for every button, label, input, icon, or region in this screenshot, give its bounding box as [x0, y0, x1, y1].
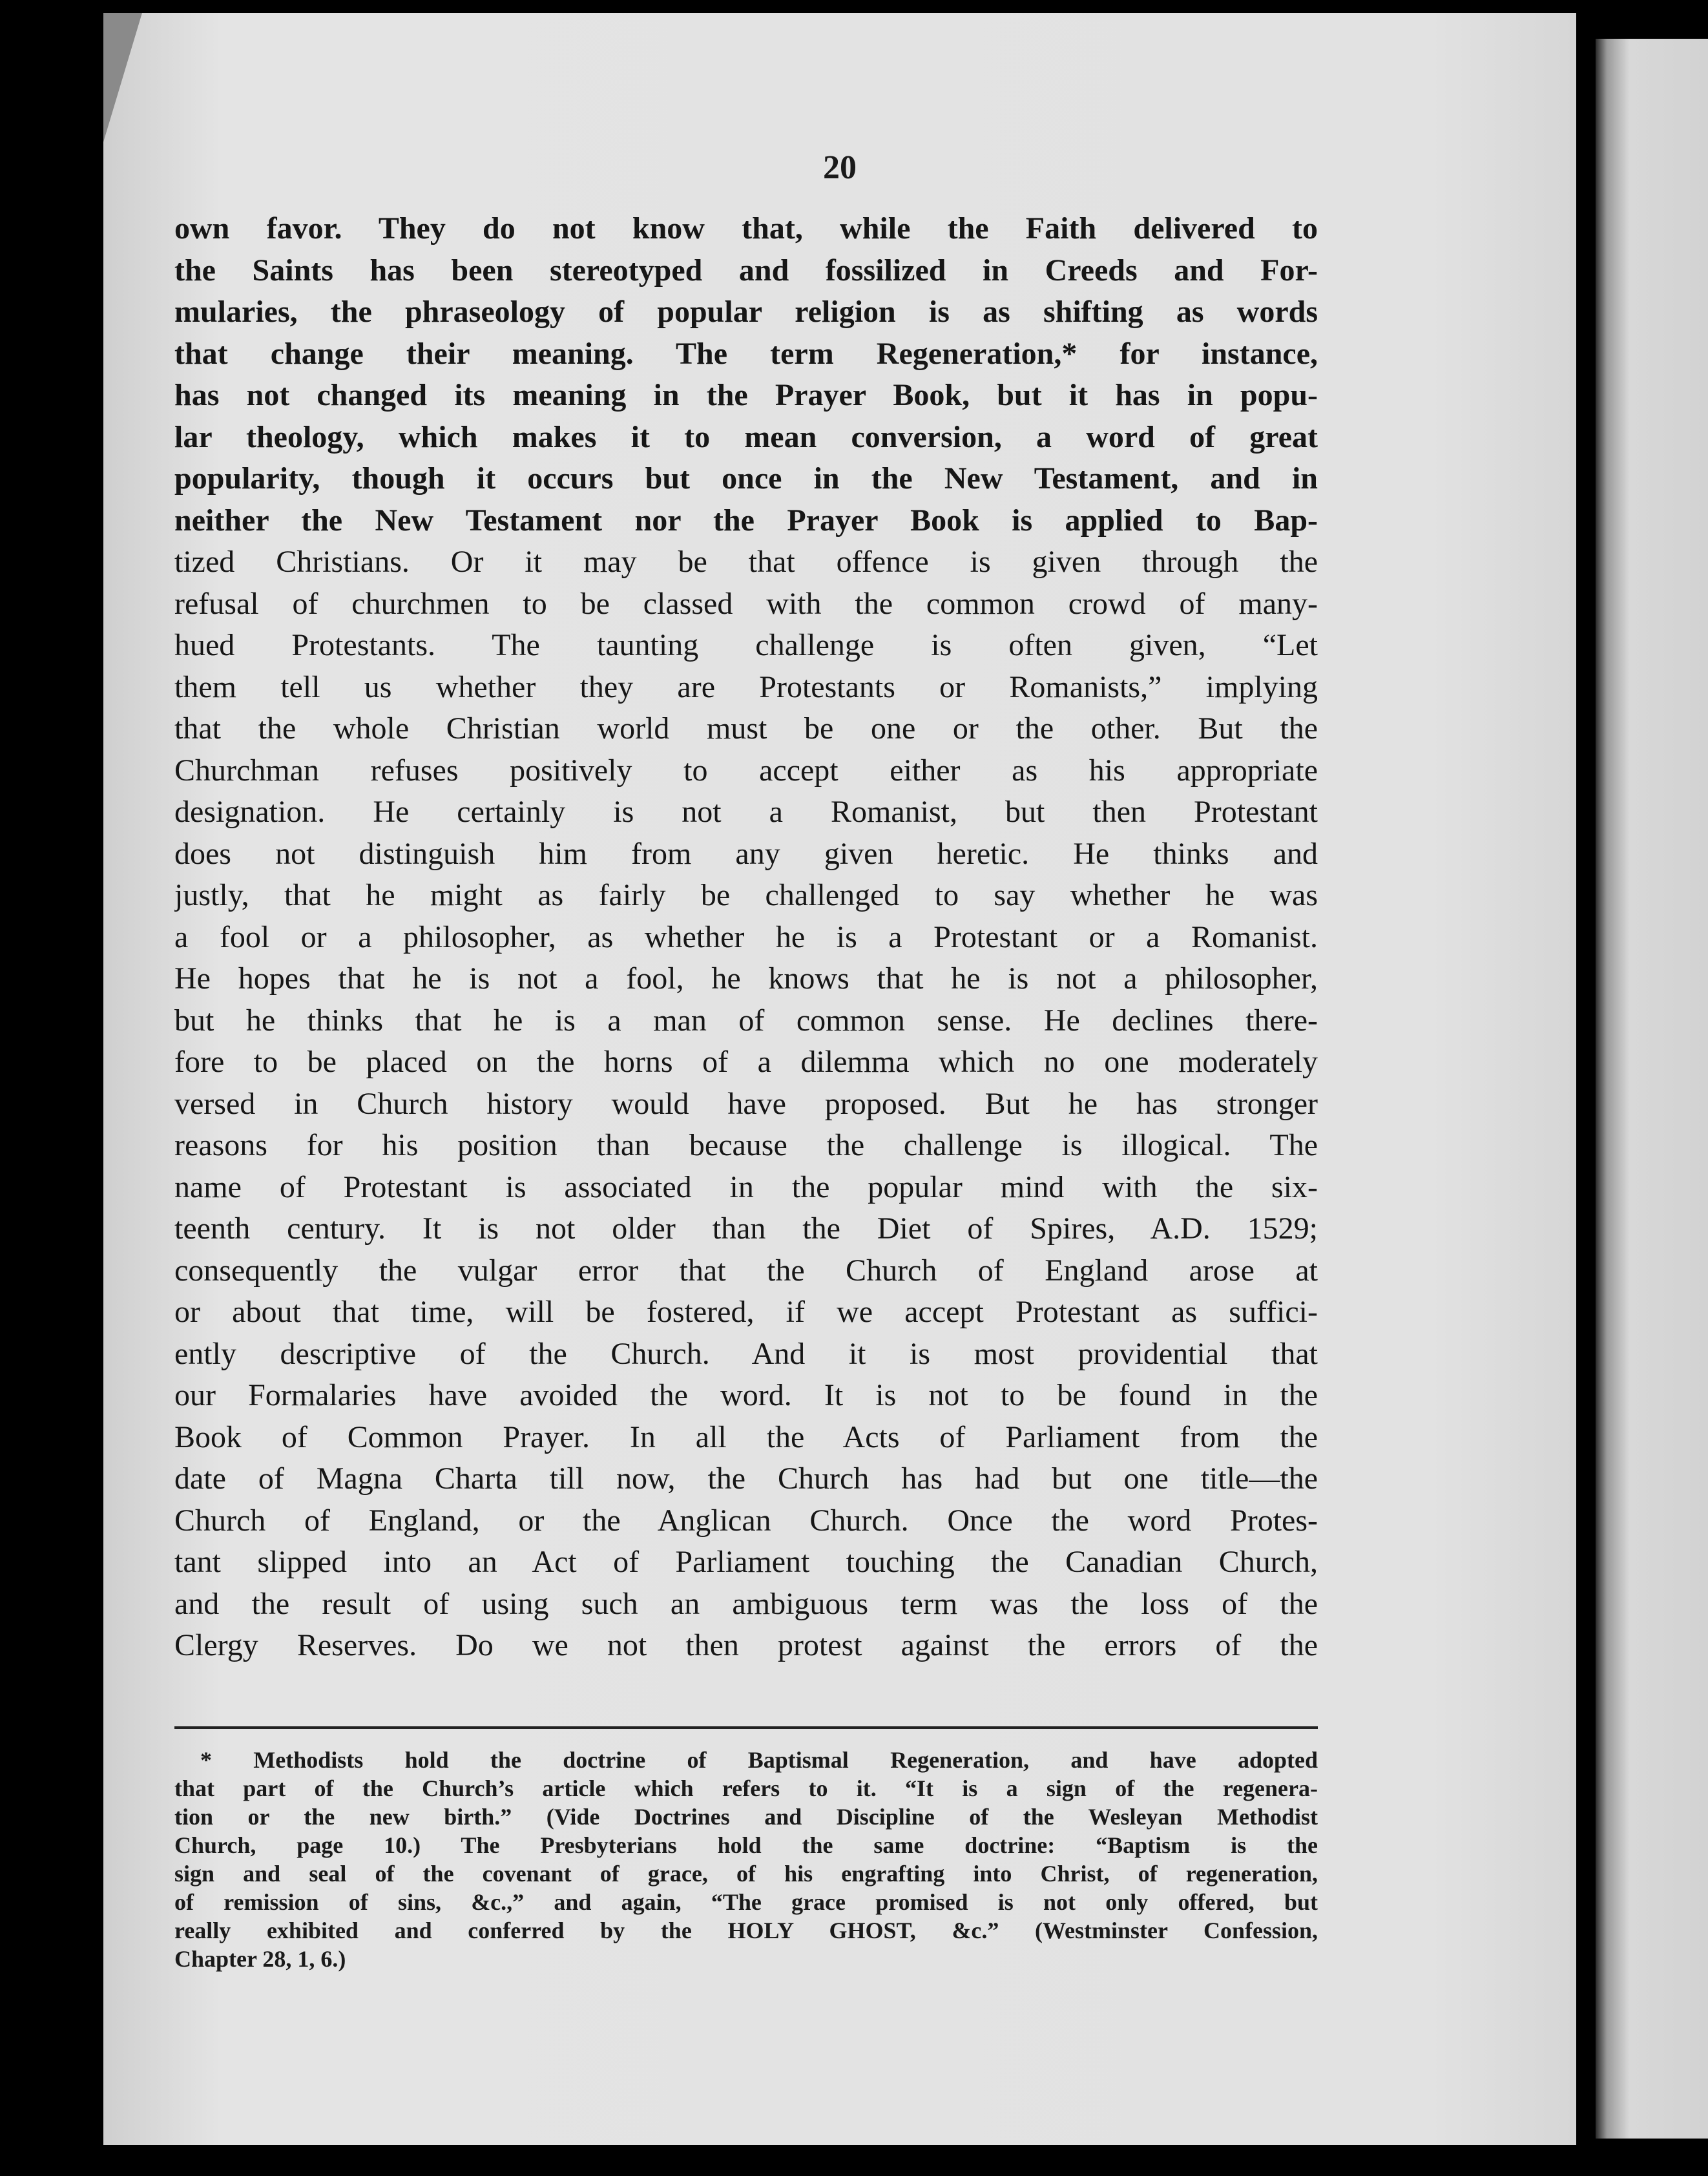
body-line: the Saints has been stereotyped and fossilized in Creeds and For-: [174, 253, 1318, 288]
body-line: name of Protestant is associated in the popular mind with the six-: [174, 1169, 1318, 1204]
footnote-line: of remission of sins, &c.,” and again, “The grace promised is not only offered, but: [174, 1889, 1318, 1915]
body-line: justly, that he might as fairly be challenged to say whether he was: [174, 878, 1318, 912]
footnote-line: sign and seal of the covenant of grace, of his engrafting into Christ, of regeneration,: [174, 1861, 1318, 1887]
body-line: popularity, though it occurs but once in the New Testament, and in: [174, 461, 1318, 496]
body-line: ently descriptive of the Church. And it is most providential that: [174, 1336, 1318, 1371]
body-line: but he thinks that he is a man of common sense. He declines there-: [174, 1003, 1318, 1038]
body-line: consequently the vulgar error that the Church of England arose at: [174, 1253, 1318, 1288]
body-line: own favor. They do not know that, while the Faith delivered to: [174, 211, 1318, 246]
footnote-line: Chapter 28, 1, 6.): [174, 1946, 346, 1972]
body-line: fore to be placed on the horns of a dilemma which no one moderately: [174, 1045, 1318, 1079]
body-line: refusal of churchmen to be classed with the common crowd of many-: [174, 586, 1318, 621]
page-number: 20: [823, 149, 857, 186]
body-line: or about that time, will be fostered, if we accept Protestant as suffici-: [174, 1295, 1318, 1329]
body-line: Churchman refuses positively to accept either as his appropriate: [174, 753, 1318, 788]
footnote-line: Church, page 10.) The Presbyterians hold the same doctrine: “Baptism is the: [174, 1832, 1318, 1858]
body-line: He hopes that he is not a fool, he knows that he is not a philosopher,: [174, 961, 1318, 996]
footnotes: [174, 1746, 1318, 1973]
body-line: a fool or a philosopher, as whether he is a Protestant or a Romanist.: [174, 919, 1318, 954]
body-line: mularies, the phraseology of popular religion is as shifting as words: [174, 295, 1318, 329]
body-line: them tell us whether they are Protestants or Romanists,” implying: [174, 669, 1318, 704]
footnote-line: really exhibited and conferred by the HOLY GHOST, &c.” (Westminster Confession,: [174, 1918, 1318, 1943]
body-line: Church of England, or the Anglican Church. Once the word Protes-: [174, 1503, 1318, 1538]
body-line: and the result of using such an ambiguous term was the loss of the: [174, 1586, 1318, 1621]
body-line: versed in Church history would have proposed. But he has stronger: [174, 1086, 1318, 1121]
body-line: does not distinguish him from any given heretic. He thinks and: [174, 836, 1318, 871]
body-line: has not changed its meaning in the Prayer Book, but it has in popu-: [174, 378, 1318, 412]
body-line: Book of Common Prayer. In all the Acts of Parliament from the: [174, 1419, 1318, 1454]
body-line: hued Protestants. The taunting challenge is often given, “Let: [174, 628, 1318, 662]
footnote-line: * Methodists hold the doctrine of Baptismal Regeneration, and have adopted: [200, 1747, 1318, 1773]
footnote-divider: [174, 1726, 1318, 1729]
body-line: designation. He certainly is not a Romanist, but then Protestant: [174, 795, 1318, 829]
body-line: date of Magna Charta till now, the Church has had but one title—the: [174, 1461, 1318, 1496]
body-line: lar theology, which makes it to mean conversion, a word of great: [174, 419, 1318, 454]
body-line: that change their meaning. The term Regeneration,* for instance,: [174, 336, 1318, 371]
next-page-edge: [1596, 39, 1708, 2139]
footnote-line: tion or the new birth.” (Vide Doctrines and Discipline of the Wesleyan Methodist: [174, 1804, 1318, 1830]
footnote-line: that part of the Church’s article which refers to it. “It is a sign of the regenera-: [174, 1775, 1318, 1801]
body-line: that the whole Christian world must be one or the other. But the: [174, 711, 1318, 746]
body-line: neither the New Testament nor the Prayer Book is applied to Bap-: [174, 503, 1318, 538]
body-line: our Formalaries have avoided the word. It is not to be found in the: [174, 1378, 1318, 1412]
body-text: [174, 208, 1318, 1667]
body-line: teenth century. It is not older than the Diet of Spires, A.D. 1529;: [174, 1211, 1318, 1246]
scanned-page: [103, 13, 1576, 2145]
body-line: tant slipped into an Act of Parliament touching the Canadian Church,: [174, 1545, 1318, 1579]
body-line: tized Christians. Or it may be that offence is given through the: [174, 545, 1318, 579]
body-line: Clergy Reserves. Do we not then protest against the errors of the: [174, 1628, 1318, 1662]
body-line: reasons for his position than because the challenge is illogical. The: [174, 1128, 1318, 1162]
